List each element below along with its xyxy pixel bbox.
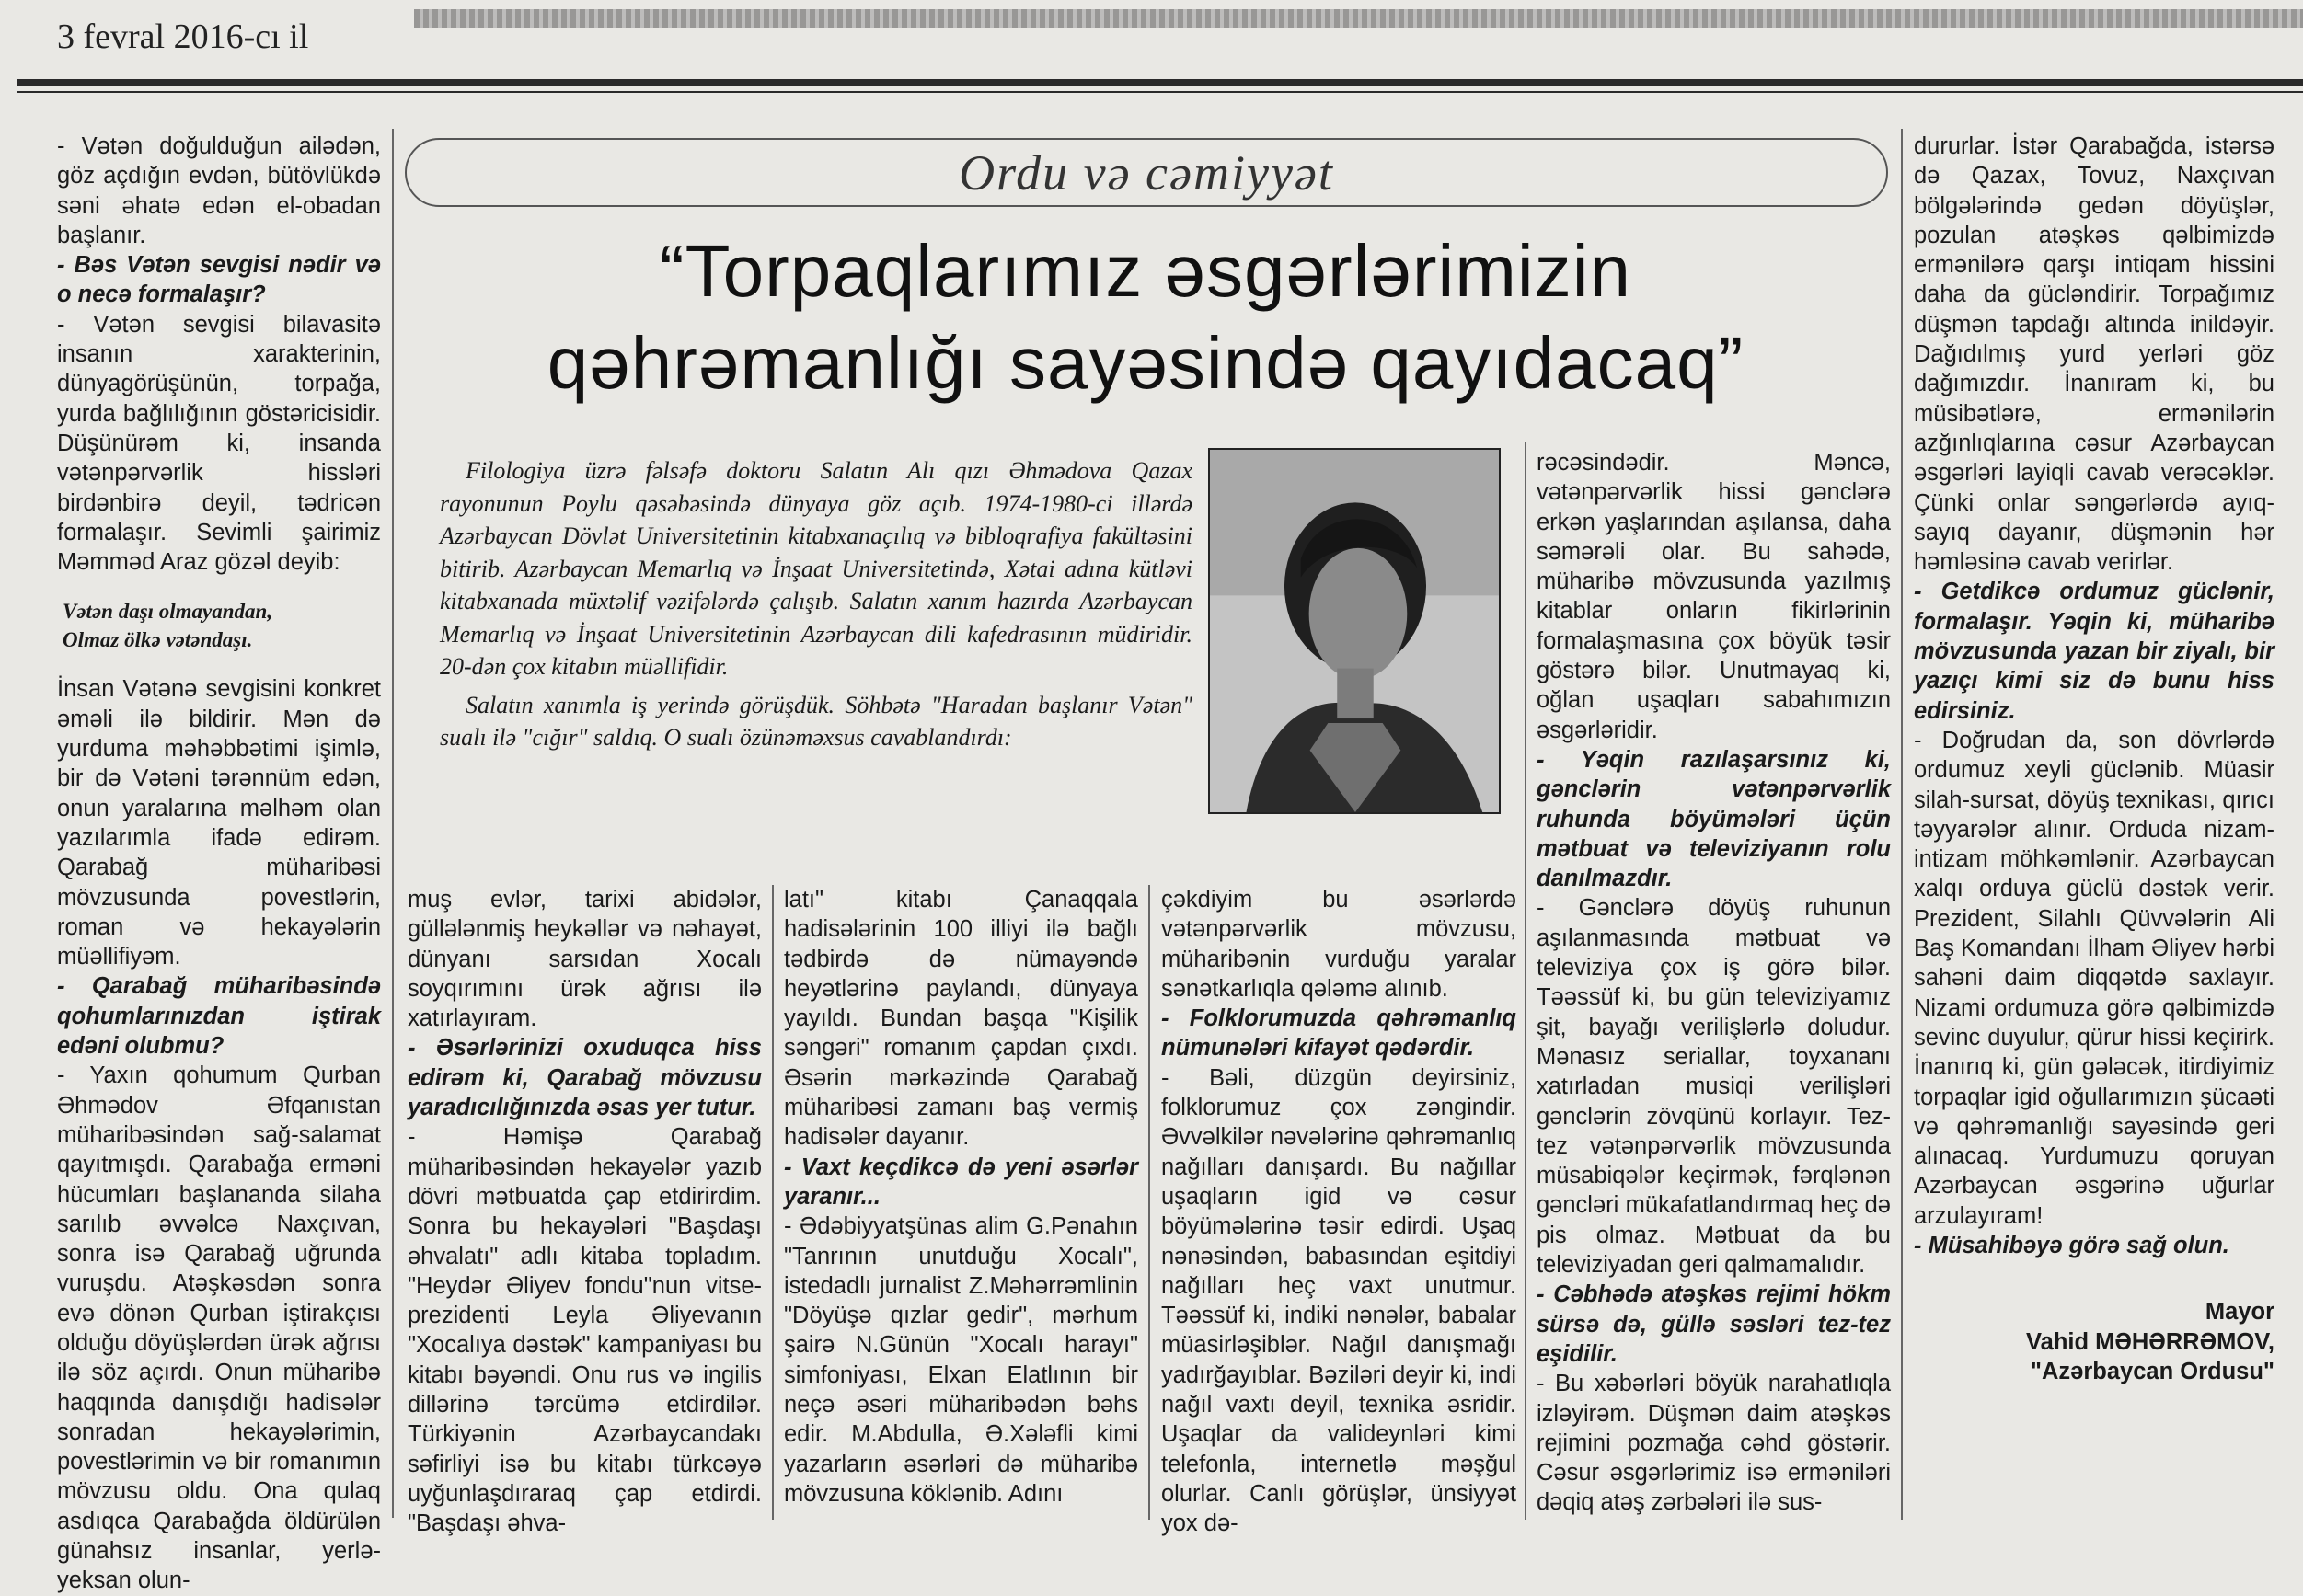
question: - Folklorumuzda qəhrəmanlıq nümunələri kifayət qədərdir.	[1161, 1005, 1516, 1062]
question: - Getdikcə ordumuz güclənir, formalaşır. Yəqin ki, müharibə mövzusunda yazan bir ziyalı, bir yazıçı kimi siz də bunu hiss edirsiniz.	[1914, 579, 2274, 724]
author-publication: "Azərbaycan Ordusu"	[2030, 1358, 2274, 1384]
question: - Əsərlərinizi oxuduqca hiss edirəm ki, Qarabağ mövzusu yaradıcılığınızda əsas yer tutur.	[408, 1035, 762, 1121]
paragraph: İnsan Vətənə sevgisini konkret əməli ilə bildirir. Mən də yurduma məhəbbətimi işimlə, bir də Vətəni tərənnüm edən, onun yaralarına məlhəm olan yazılarımla ifadə edirəm. Qarabağ müharibəsi mövzusunda povestlərin, roman və hekayələrin müəllifiyəm.	[57, 676, 381, 970]
column-2	[408, 885, 762, 1537]
intro-paragraph: Salatın xanımla iş yerində görüşdük. Söhbətə "Haradan başlanır Vətən" sualı ilə "cığır" saldıq. O sualı özünəməxsus cavablandırdı:	[440, 691, 1192, 751]
column-5	[1537, 448, 1891, 1520]
paragraph: - Ədəbiyyatşünas alim G.Pənahın "Tanrının unutduğu Xocalı", istedadlı jurnalist Z.Məhərrəmlinin "Döyüşə qızlar gedir", mərhum şairə N.Günün "Xocalı harayı" simfoniyası, Elxan Elatlının bir neçə əsəri müharibədən bəhs edir. M.Abdulla, Ə.Xələfli kimi yazarların əsərləri də müharibə mövzusuna köklənib. Adını	[784, 1213, 1138, 1507]
poem-line: Olmaz ölkə vətəndaşı.	[63, 628, 253, 652]
author-rank: Mayor	[2205, 1299, 2274, 1326]
header-bar	[414, 9, 2303, 28]
header-rule	[17, 79, 2303, 86]
question: - Vaxt keçdikcə də yeni əsərlər yaranır...	[784, 1154, 1138, 1210]
paragraph: - Vətən doğulduğun ailədən, göz açdığın evdən, bütövlükdə səni əhatə edən el-obadan başlanır.	[57, 133, 381, 248]
paragraph: muş evlər, tarixi abidələr, güllələnmiş heykəllər və nəhayət, dünyanı sarsıdan Xocalı soyqırımını ürək ağrısı ilə xatırlayıram.	[408, 887, 762, 1032]
paragraph: dururlar. İstər Qarabağda, istərsə də Qazax, Tovuz, Naxçıvan bölgələrində gedən döyüşlər, pozulan atəşkəs qəlbimizdə ermənilərə qarşı intiqam hissini daha da gücləndirir. Torpağımız düşmən tapdağı altında inildəyir. Dağıdılmış yurd yerləri göz dağımızdır. İnanıram ki, bu müsibətlərə, ermənilərin azğınlıqlarına cəsur Azərbaycan əsgərləri layiqli cavab verəcəklər. Çünki onlar səngərlərdə ayıq-sayıq dayanır, düşmənin hər həmləsinə cavab verirlər.	[1914, 133, 2274, 576]
column-3	[784, 885, 1138, 1520]
header-rule-thin	[17, 91, 2303, 93]
portrait-icon	[1210, 450, 1499, 812]
column-divider	[1901, 129, 1903, 1520]
paragraph: - Bəli, düzgün deyirsiniz, folklorumuz çox zəngindir. Əvvəlkilər nəvələrinə qəhrəmanlıq nağılları danışardı. Bu nağıllar uşaqların igid və cəsur böyümələrinə təsir edirdi. Uşaq nənəsindən, babasından eşitdiyi nağılları heç vaxt unutmur. Təəssüf ki, indiki nənələr, babalar müasirləşiblər. Nağıl danışmağı yadırğayıblar. Bəziləri deyir ki, indi nağıl vaxtı deyil, texnika əsridir. Uşaqlar da valideynləri kimi telefonla, internetlə məşğul olurlar. Canlı görüşlər, ünsiyyət yox də-	[1161, 1064, 1516, 1537]
column-divider	[392, 129, 394, 1518]
paragraph: - Gənclərə döyüş ruhunun aşılanmasında mətbuat və televiziya çox iş görə bilər. Təəssüf ki, bu gün televiziyamız şit, bayağı verilişlərlə doludur. Mənasız seriallar, toyxananı xatırladan musiqi verilişləri gənclərin zövqünü korlayır. Tez-tez vətənpərvərlik mövzusunda müsabiqələr keçirmək, fərqlənən gəncləri mükafatlandırmaq heç də pis olmaz. Mətbuat da bu televiziyadan geri qalmamalıdır.	[1537, 895, 1891, 1279]
paragraph: latı" kitabı Çanaqqala hadisələrinin 100 illiyi ilə bağlı tədbirdə də nümayəndə heyətlərinə paylandı, dünyaya yayıldı. Bundan başqa "Kişilik səngəri" romanım çapdan çıxdı. Əsərin mərkəzində Qarabağ müharibəsi zamanı baş vermiş hadisələr dayanır.	[784, 887, 1138, 1151]
paragraph: - Doğrudan da, son dövrlərdə ordumuz xeyli güclənib. Müasir silah-sursat, döyüş texnikası, qırıcı təyyarələr alınır. Orduda nizam-intizam möhkəmlənir. Azərbaycan xalqı orduya güclü dəstək verir. Prezident, Silahlı Qüvvələrin Ali Baş Komandanı İlham Əliyev hərbi sahəni daim diqqətdə saxlayır. Nizami ordumuza görə qəlbimizdə sevinc duyulur, qürur hissi keçirirk. İnanırıq ki, gün gələcək, itirdiyimiz torpaqlar igid oğullarımızın şücaəti və qəhrəmanlığı sayəsində geri alınacaq. Yurdumuzu qoruyan Azərbaycan əsgərinə uğurlar arzulayıram!	[1914, 727, 2274, 1229]
question: - Müsahibəyə görə sağ olun.	[1914, 1232, 2229, 1258]
intro-text	[440, 454, 1192, 754]
issue-date: 3 fevral 2016-cı il	[57, 17, 309, 56]
question: - Bəs Vətən sevgisi nədir və o necə formalaşır?	[57, 252, 381, 308]
headline-line: “Torpaqlarımız əsgərlərimizin	[660, 230, 1631, 312]
column-divider	[772, 885, 774, 1520]
column-4	[1161, 885, 1516, 1537]
paragraph: - Bu xəbərləri böyük narahatlıqla izləyirəm. Düşmən daim atəşkəs rejimini pozmağa cəhd göstərir. Cəsur əsgərlərimiz isə erməniləri dəqiq atəş zərbələri ilə sus-	[1537, 1371, 1891, 1516]
question: - Qarabağ müharibəsində qohumlarınızdan iştirak edəni olubmu?	[57, 973, 381, 1060]
headline-line: qəhrəmanlığı sayəsində qayıdacaq”	[547, 322, 1745, 404]
column-divider	[1525, 442, 1526, 1520]
paragraph: - Həmişə Qarabağ müharibəsindən hekayələr yazıb dövri mətbuatda çap etdirirdim. Sonra bu hekayələri "Başdaşı əhvalatı" adlı kitaba topladım. "Heydər Əliyev fondu"nun vitse-prezidenti Leyla Əliyevanın "Xocalıya dəstək" kampaniyası bu kitabı bəyəndi. Onu rus və ingilis dillərinə tərcümə etdirdilər. Türkiyənin Azərbaycandakı səfirliyi isə bu kitabı türkcəyə uyğunlaşdıraraq çap etdirdi. "Başdaşı əhva-	[408, 1124, 762, 1537]
column-6	[1914, 132, 2274, 1516]
intro-paragraph: Filologiya üzrə fəlsəfə doktoru Salatın Alı qızı Əhmədova Qazax rayonunun Poylu qəsəbəsində dünyaya göz açıb. 1974-1980-ci illərdə Azərbaycan Dövlət Universitetinin kitabxanaçılıq və bibloqrafiya fakültəsini bitirib. Azərbaycan Memarlıq və İnşaat Universitetində, Xətai adına kütləvi kitabxanada müxtəlif vəzifələrdə çalışıb. Salatın xanım hazırda Azərbaycan Memarlıq və İnşaat Universitetinin Azərbaycan dili kafedrasının müdiridir. 20-dən çox kitabın müəllifidir.	[440, 457, 1192, 680]
question: - Yəqin razılaşarsınız ki, gənclərin vətənpərvərlik ruhunda böyümələri üçün mətbuat və televiziyanın rolu danılmazdır.	[1537, 746, 1891, 892]
headline	[409, 225, 1882, 409]
portrait-photo	[1208, 448, 1501, 814]
column-divider	[1148, 885, 1150, 1520]
section-rubric: Ordu və cəmiyyət	[405, 138, 1888, 207]
column-1	[57, 132, 381, 1594]
paragraph: çəkdiyim bu əsərlərdə vətənpərvərlik mövzusu, müharibənin vurduğu yaralar sənətkarlıqla qələmə alınıb.	[1161, 887, 1516, 1002]
paragraph: - Yaxın qohumum Qurban Əhmədov Əfqanıstan müharibəsindən sağ-salamat qayıtmışdı. Qarabağa erməni hücumları başlananda silaha sarılıb əvvəlcə Naxçıvan, sonra isə Qarabağ uğrunda vuruşdu. Atəşkəsdən sonra evə dönən Qurban iştirakçısı olduğu döyüşlərdən ürək ağrısı ilə söz açırdı. Onun müharibə haqqında danışdığı hadisələr sonradan hekayələrimin, povestlərimin və bir romanımın mövzusu oldu. Ona qulaq asdıqca Qarabağda öldürülən günahsız insanlar, yerlə-yeksan olun-	[57, 1062, 381, 1594]
question: - Cəbhədə atəşkəs rejimi hökm sürsə də, güllə səsləri tez-tez eşidilir.	[1537, 1281, 1891, 1367]
paragraph: rəcəsindədir. Məncə, vətənpərvərlik hissi gənclərə erkən yaşlarından aşılansa, daha səmərəli olar. Bu sahədə, müharibə mövzusunda yazılmış kitablar onların fikirlərinin formalaşmasına çox böyük təsir göstərə bilər. Unutmayaq ki, oğlan uşaqları sabahımızın əsgərləridir.	[1537, 450, 1891, 743]
author-name: Vahid MƏHƏRRƏMOV,	[2026, 1328, 2274, 1355]
poem-line: Vətən daşı olmayandan,	[63, 600, 273, 624]
paragraph: - Vətən sevgisi bilavasitə insanın xarakterinin, dünyagörüşünün, torpağa, yurda bağlılığının göstəricisidir. Düşünürəm ki, insanda vətənpərvərlik hissləri birdənbirə deyil, tədricən formalaşır. Sevimli şairimiz Məmməd Araz gözəl deyib:	[57, 311, 381, 576]
